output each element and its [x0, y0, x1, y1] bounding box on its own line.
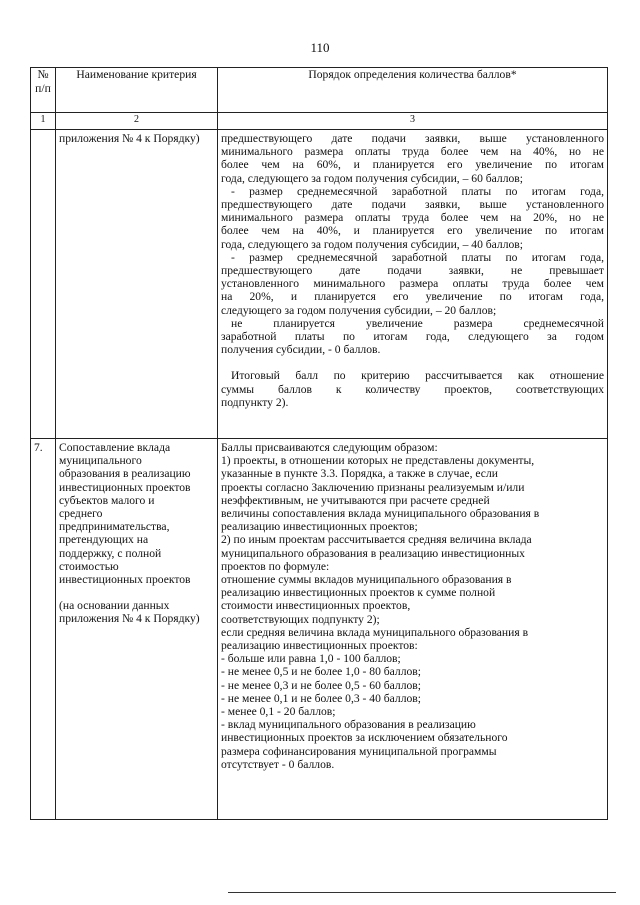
text-line: проекты согласно Заключению признаны реализуемым и/или — [221, 480, 525, 494]
criterion-name: приложения № 4 к Порядку) — [59, 132, 200, 145]
scoring-paragraph — [221, 132, 604, 185]
text-line: суммы баллов к количеству проектов, соответствующих — [221, 382, 604, 396]
text-line: минимального размера оплаты труда более чем на 40%, но не — [221, 145, 604, 159]
text-line: предшествующего дате подачи заявки, не превышает — [221, 264, 604, 278]
text-line: - размер среднемесячной заработной платы по итогам года, — [231, 184, 604, 198]
text-line: установленного минимального размера оплаты труда более чем — [221, 277, 604, 291]
text-line: стоимости инвестиционных проектов, — [221, 599, 411, 613]
table-header-row — [31, 68, 608, 113]
row-number: 7. — [34, 441, 43, 454]
text-line: величины сопоставления вклада муниципального образования в — [221, 507, 540, 521]
text-line: более чем на 40%, и планируется его увеличение по итогам — [221, 224, 604, 238]
text-line: Итоговый балл по критерию рассчитывается как отношение — [231, 369, 604, 383]
text-line: подпункту 2). — [221, 395, 289, 409]
text-line: следующего за годом получения субсидии, – 20 баллов; — [221, 303, 497, 317]
header-criterion-name: Наименование критерия — [56, 68, 218, 113]
text-line: среднего — [59, 507, 103, 521]
text-line: - не менее 0,5 и не более 1,0 - 80 баллов; — [221, 665, 421, 679]
text-line: Баллы присваиваются следующим образом: — [221, 441, 438, 454]
text-line: отсутствует - 0 баллов. — [221, 757, 335, 771]
text-line: поддержку, с полной — [59, 546, 162, 560]
text-line: - размер среднемесячной заработной платы по итогам года, — [231, 250, 604, 264]
text-line: размера софинансирования муниципальной программы — [221, 744, 497, 758]
text-line: инвестиционных проектов за исключением обязательного — [221, 731, 508, 745]
text-line: года, следующего за годом получения субсидии, – 40 баллов; — [221, 237, 523, 251]
text-line: заработной платы по итогам года, следующего за годом — [221, 330, 604, 344]
text-line: предпринимательства, — [59, 520, 170, 534]
text-line: если средняя величина вклада муниципального образования в — [221, 625, 529, 639]
text-line: - не менее 0,1 и не более 0,3 - 40 баллов; — [221, 691, 421, 705]
text-line: соответствующих подпункту 2); — [221, 612, 380, 626]
header-scoring-procedure: Порядок определения количества баллов* — [218, 68, 608, 113]
column-numbers-row — [31, 113, 608, 130]
text-line: получения субсидии, - 0 баллов. — [221, 343, 381, 357]
scoring-paragraph — [221, 317, 604, 357]
text-line: приложения № 4 к Порядку) — [59, 612, 200, 626]
text-line: инвестиционных проектов — [59, 573, 191, 587]
column-number: 2 — [56, 113, 218, 130]
column-number: 3 — [218, 113, 608, 130]
text-line: образования в реализацию — [59, 467, 191, 481]
text-line: (на основании данных — [59, 599, 170, 613]
text-line: - вклад муниципального образования в реализацию — [221, 718, 476, 732]
text-line: претендующих на — [59, 533, 149, 547]
text-line: реализацию инвестиционных проектов; — [221, 520, 418, 534]
text-line: субъектов малого и — [59, 493, 155, 507]
header-number: № п/п — [31, 68, 56, 113]
criteria-table — [30, 67, 608, 820]
text-line: Сопоставление вклада — [59, 441, 171, 454]
text-line: года, следующего за годом получения субсидии, – 60 баллов; — [221, 171, 523, 185]
text-line: отношение суммы вкладов муниципального образования в — [221, 573, 512, 587]
text-line: стоимостью — [59, 559, 119, 573]
text-line: указанные в пункте 3.3. Порядка, а также в случае, если — [221, 467, 498, 481]
criterion-name — [59, 441, 214, 586]
text-line: неэффективным, не учитываются при расчете средней — [221, 493, 490, 507]
column-number: 1 — [31, 113, 56, 130]
table-row — [31, 439, 608, 820]
text-line: реализацию инвестиционных проектов: — [221, 639, 418, 653]
scoring-paragraph — [221, 369, 604, 409]
text-line: реализацию инвестиционных проектов к сумме полной — [221, 586, 496, 600]
footer-rule — [228, 892, 616, 893]
scoring-paragraph — [221, 185, 604, 251]
row-number-cell — [31, 130, 56, 439]
text-line: - больше или равна 1,0 - 100 баллов; — [221, 652, 401, 666]
text-line: на 20%, и планируется его увеличение по итогам года, — [221, 290, 604, 304]
scoring-text-cell — [218, 439, 608, 820]
criterion-source-note — [59, 599, 214, 625]
scoring-paragraph — [221, 251, 604, 317]
text-line: 2) по иным проектам рассчитывается средняя величина вклада — [221, 533, 532, 547]
table-row — [31, 130, 608, 439]
page-number: 110 — [310, 40, 330, 55]
text-line: не планируется увеличение размера среднемесячной — [231, 316, 604, 330]
text-line: проектов по формуле: — [221, 559, 330, 573]
text-line: муниципального образования в реализацию инвестиционных — [221, 546, 525, 560]
criterion-name-cell — [56, 130, 218, 439]
criterion-name-cell — [56, 439, 218, 820]
text-line: инвестиционных проектов — [59, 480, 191, 494]
text-line: - не менее 0,3 и не более 0,5 - 60 баллов; — [221, 678, 421, 692]
text-line: предшествующего дате подачи заявки, выше установленного — [221, 198, 604, 212]
scoring-text-cell — [218, 130, 608, 439]
text-line: минимального размера оплаты труда более чем на 20%, но не — [221, 211, 604, 225]
text-line: предшествующего дате подачи заявки, выше установленного — [221, 132, 604, 145]
text-line: муниципального — [59, 454, 142, 468]
text-line: более чем на 60%, и планируется его увеличение по итогам — [221, 158, 604, 172]
row-number-cell — [31, 439, 56, 820]
text-line: - менее 0,1 - 20 баллов; — [221, 705, 336, 719]
text-line: 1) проекты, в отношении которых не представлены документы, — [221, 454, 535, 468]
